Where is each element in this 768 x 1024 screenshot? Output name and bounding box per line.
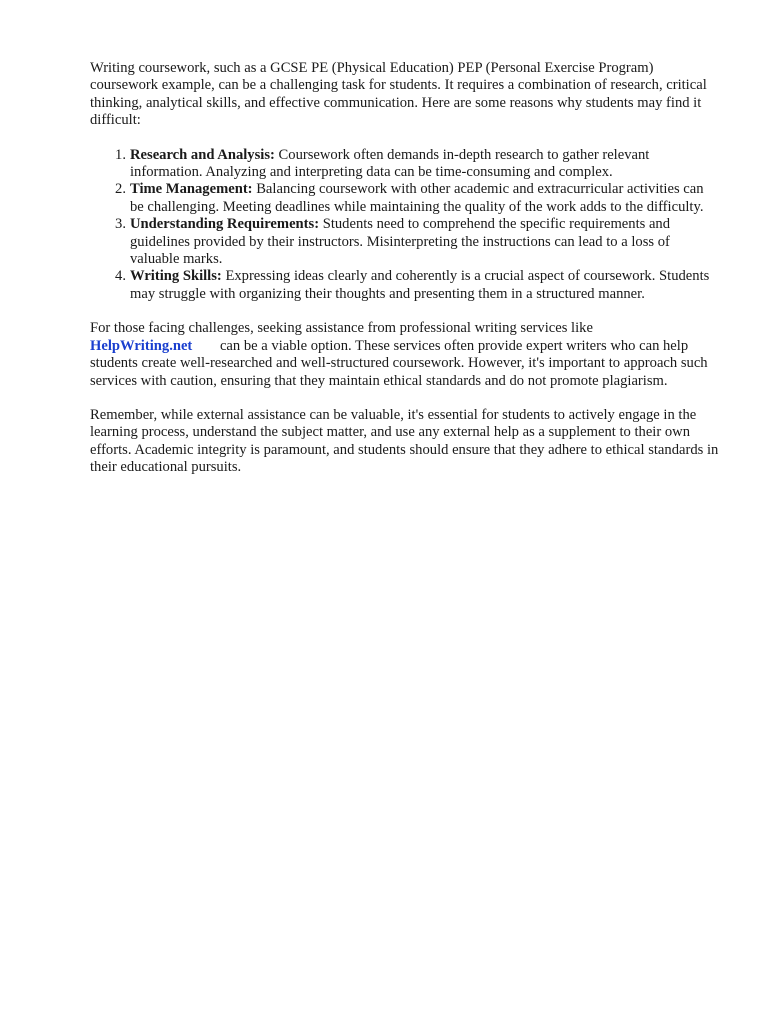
list-item xyxy=(115,216,720,268)
list-item-text: Students need to comprehend the specific requirements and guidelines provided by their instructors. Misinterpreting the instructions can lead to a loss of valuable marks. xyxy=(130,216,671,268)
list-number: 2. xyxy=(115,181,126,198)
document-page xyxy=(90,60,720,477)
list-item-text: Coursework often demands in-depth research to gather relevant information. Analyzing and interpreting data can be time-consuming and complex. xyxy=(130,146,650,181)
closing-paragraph: Remember, while external assistance can be valuable, it's essential for students to actively engage in the learning process, understand the subject matter, and use any external help as a supplement to their own efforts. Academic integrity is paramount, and students should ensure that they adhere to ethical standards in their educational pursuits. xyxy=(90,406,719,476)
list-number: 1. xyxy=(115,146,126,163)
reasons-list xyxy=(90,147,720,304)
list-item xyxy=(115,268,720,303)
list-item-term: Understanding Requirements: xyxy=(130,216,320,233)
list-number: 3. xyxy=(115,216,126,233)
help-paragraph-before: For those facing challenges, seeking assistance from professional writing services like xyxy=(90,320,593,337)
list-item-term: Time Management: xyxy=(130,181,253,198)
help-paragraph-after: can be a viable option. These services often provide expert writers who can help students create well-researched and well-structured coursework. However, it's important to approach such services with caution, ensuring that they maintain ethical standards and do not promote plagiarism. xyxy=(90,337,708,389)
intro-paragraph: Writing coursework, such as a GCSE PE (Physical Education) PEP (Personal Exercise Program) coursework example, can be a challenging task for students. It requires a combination of research, critical thinking, analytical skills, and effective communication. Here are some reasons why students may find it difficult: xyxy=(90,60,707,129)
help-paragraph xyxy=(90,320,720,390)
list-item-text: Expressing ideas clearly and coherently is a crucial aspect of coursework. Students may struggle with organizing their thoughts and presenting them in a structured manner. xyxy=(130,268,710,302)
list-item-term: Writing Skills: xyxy=(130,268,222,285)
list-item-text: Balancing coursework with other academic and extracurricular activities can be challenging. Meeting deadlines while maintaining the quality of the work adds to the difficulty. xyxy=(130,181,704,215)
list-item xyxy=(115,181,720,216)
list-item-term: Research and Analysis: xyxy=(130,146,275,163)
list-number: 4. xyxy=(115,268,126,285)
helpwriting-link[interactable]: HelpWriting.net xyxy=(90,337,193,354)
list-item xyxy=(115,146,720,182)
